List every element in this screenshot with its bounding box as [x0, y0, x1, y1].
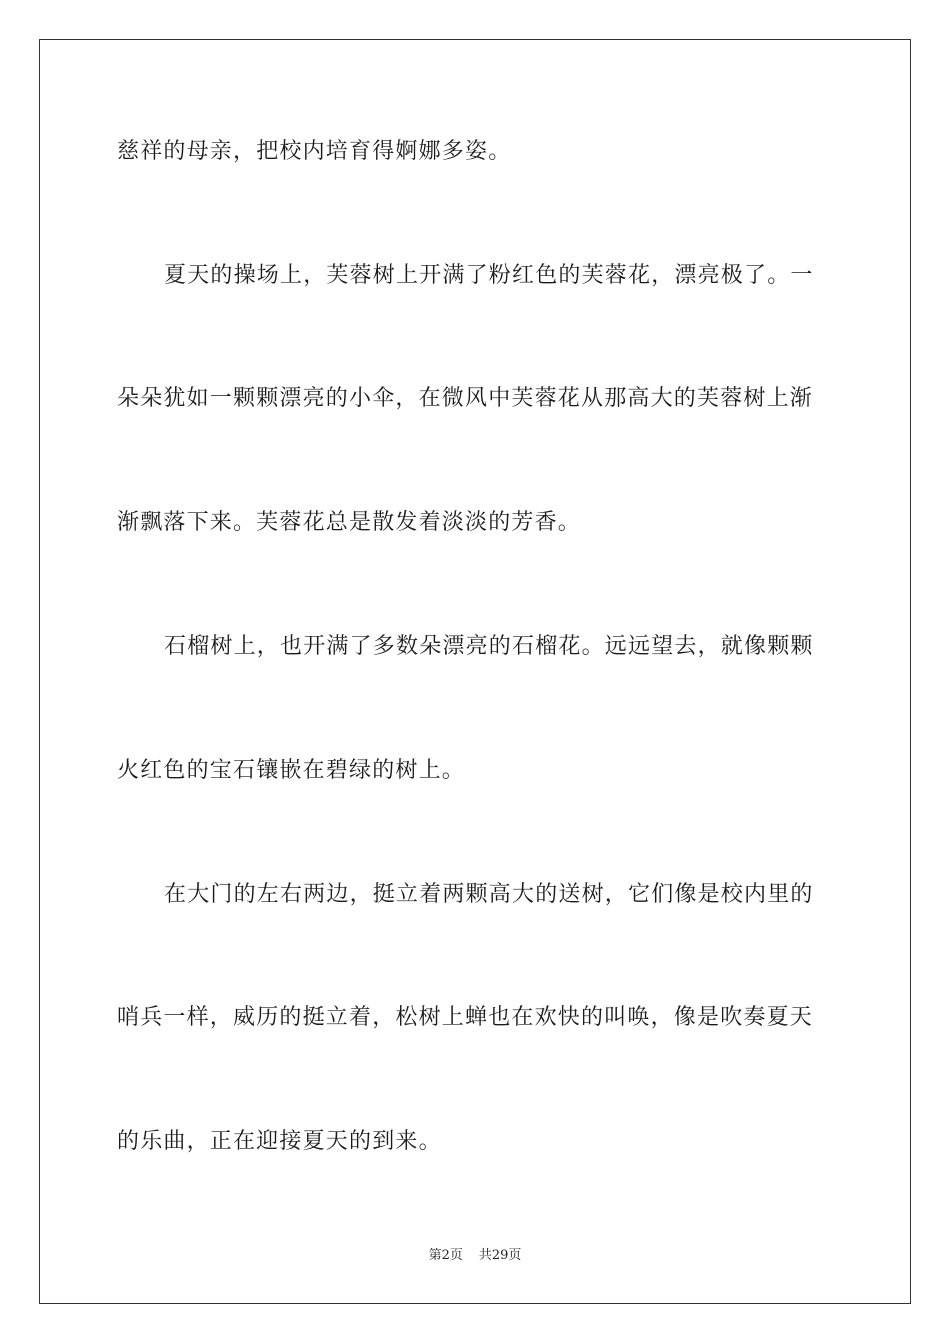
- page-total: 共29页: [478, 1248, 522, 1263]
- page-footer: [0, 1247, 950, 1265]
- paragraph-line: 的乐曲，正在迎接夏天的到来。: [117, 1129, 442, 1154]
- paragraph-line: 渐飘落下来。芙蓉花总是散发着淡淡的芳香。: [117, 510, 582, 535]
- page-number: 第2页: [428, 1248, 463, 1263]
- paragraph-line: 石榴树上，也开满了多数朵漂亮的石榴花。远远望去，就像颗颗: [164, 634, 814, 659]
- page-border: [39, 39, 911, 1304]
- paragraph-line: 夏天的操场上，芙蓉树上开满了粉红色的芙蓉花，漂亮极了。一: [164, 263, 814, 288]
- paragraph-line: 哨兵一样，威历的挺立着，松树上蝉也在欢快的叫唤，像是吹奏夏天: [117, 1005, 814, 1030]
- paragraph-line: 在大门的左右两边，挺立着两颗高大的送树，它们像是校内里的: [164, 882, 814, 907]
- paragraph-line: 火红色的宝石镶嵌在碧绿的树上。: [117, 758, 466, 783]
- paragraph-line: 慈祥的母亲，把校内培育得婀娜多姿。: [117, 139, 512, 164]
- paragraph-line: 朵朵犹如一颗颗漂亮的小伞，在微风中芙蓉花从那高大的芙蓉树上渐: [117, 386, 814, 411]
